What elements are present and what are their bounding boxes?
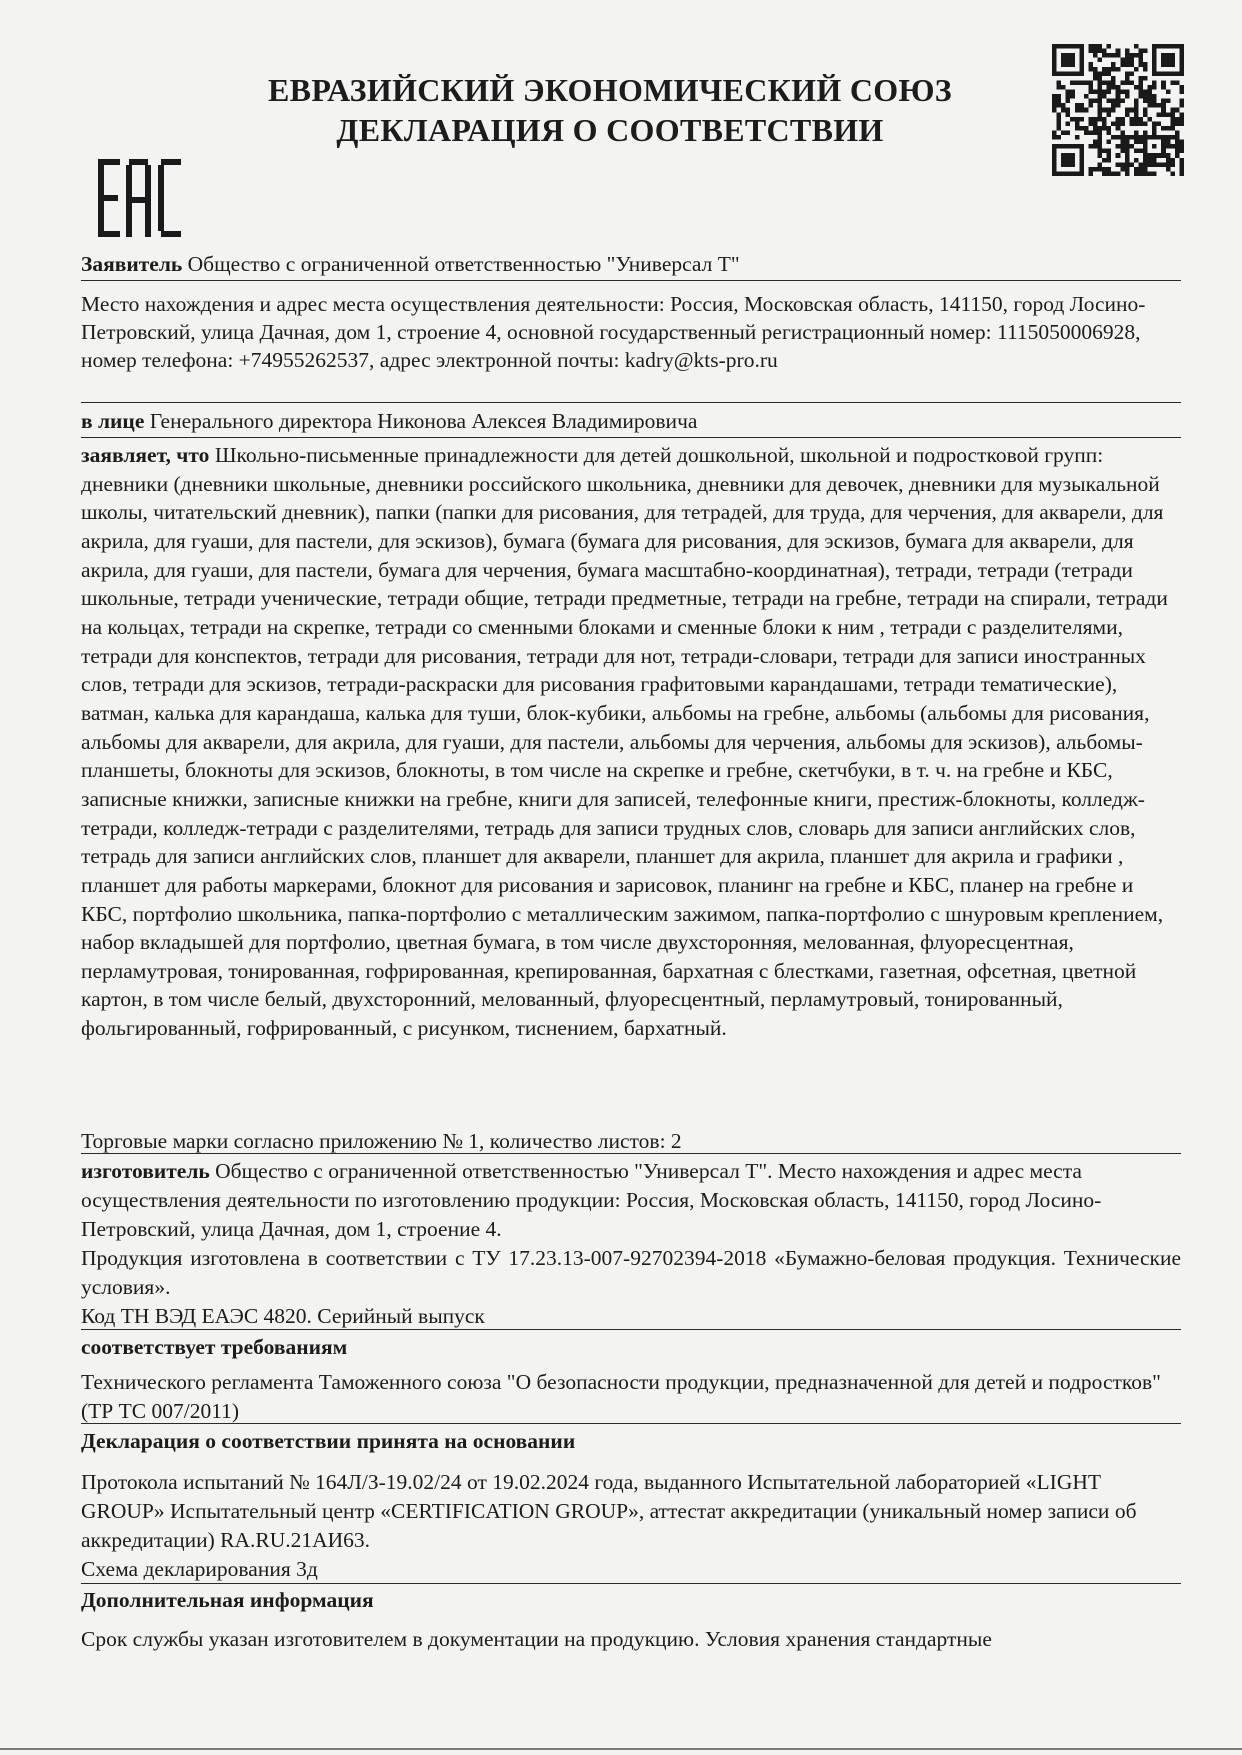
divider	[81, 1329, 1181, 1330]
product-description	[81, 441, 1181, 1043]
divider	[81, 1583, 1181, 1584]
basis-heading: Декларация о соответствии принята на основании	[81, 1429, 576, 1453]
divider	[81, 402, 1181, 403]
manufacturer-text: Общество с ограниченной ответственностью "Универсал Т". Место нахождения и адрес места осуществления деятельности по изготовлению продукции: Россия, Московская область, 141150, город Лосино-Петровский, улица Дачная, дом 1, строение 4.	[81, 1159, 1102, 1241]
divider	[81, 437, 1181, 438]
applicant-label: Заявитель	[81, 252, 183, 276]
divider	[81, 1153, 1181, 1154]
product-code-line: Код ТН ВЭД ЕАЭС 4820. Серийный выпуск	[81, 1304, 485, 1328]
applicant-name: Общество с ограниченной ответственностью "Универсал Т"	[187, 252, 740, 276]
product-list: Школьно-письменные принадлежности для детей дошкольной, школьной и подростковой групп: дневники (дневники школьные, дневники российского школьника, дневники для девочек, дневники для музыкальной школы, читательский дневник), папки (папки для рисования, для тетрадей, для труда, для черчения, для акварели, для акрила, для гуаши, для пастели, для эскизов), бумага (бумага для рисования, для эскизов, бумага для акварели, для акрила, для гуаши, для пастели, бумага для черчения, бумага масштабно-координатная), тетради, тетради (тетради школьные, тетради ученические, тетради общие, тетради предметные, тетради на гребне, тетради на спирали, тетради на кольцах, тетради на скрепке, тетради со сменными блоками и сменные блоки к ним , тетради с разделителями, тетради для конспектов, тетради для рисования, тетради для нот, тетради-словари, тетради для записи иностранных слов, тетради для эскизов, тетради-раскраски для рисования графитовыми карандашами, тетради тематические), ватман, калька для карандаша, калька для туши, блок-кубики, альбомы на гребне, альбомы (альбомы для рисования, альбомы для акварели, для акрила, для гуаши, для пастели, альбомы для черчения, альбомы для эскизов), альбомы-планшеты, блокноты для эскизов, блокноты, в том числе на скрепке и гребне, скетчбуки, в т. ч. на гребне и КБС, записные книжки, записные книжки на гребне, книги для записей, телефонные книги, престиж-блокноты, колледж-тетради, колледж-тетради с разделителями, тетрадь для записи трудных слов, словарь для записи английских слов, тетрадь для записи английских слов, планшет для акварели, планшет для акрила, планшет для акрила и графики , планшет для работы маркерами, блокнот для рисования и зарисовок, планинг на гребне и КБС, планер на гребне и КБС, портфолио школьника, папка-портфолио с металлическим зажимом, папка-портфолио с шнуровым креплением, набор вкладышей для портфолио, цветная бумага, в том числе двухсторонняя, мелованная, флуоресцентная, перламутровая, тонированная, гофрированная, крепированная, бархатная с блестками, газетная, офсетная, цветной картон, в том числе белый, двухсторонний, мелованный, флуоресцентный, перламутровый, тонированный, фольгированный, гофрированный, с рисунком, тиснением, бархатный.	[81, 443, 1168, 1041]
union-title: ЕВРАЗИЙСКИЙ ЭКОНОМИЧЕСКИЙ СОЮЗ	[268, 72, 952, 108]
applicant-address: Место нахождения и адрес места осуществления деятельности: Россия, Московская область, 141150, город Лосино-Петровский, улица Дачная, дом 1, строение 4, основной государственный регистрационный номер: 1115050006928, номер телефона: +74955262537, адрес электронной почты: kadry@kts-pro.ru	[81, 292, 1146, 372]
trademarks-line: Торговые марки согласно приложению № 1, количество листов: 2	[81, 1129, 682, 1153]
representative-line	[81, 407, 1181, 436]
declaration-scheme: Схема декларирования 3д	[81, 1557, 318, 1581]
eac-mark-logo	[96, 157, 182, 239]
additional-info-heading: Дополнительная информация	[81, 1588, 374, 1612]
manufacturing-standard: Продукция изготовлена в соответствии с ТУ 17.23.13-007-92702394-2018 «Бумажно-беловая продукция. Технические условия».	[81, 1246, 1181, 1299]
page-bottom-edge	[0, 1748, 1242, 1750]
declaration-title: ДЕКЛАРАЦИЯ О СООТВЕТСТВИИ	[336, 112, 884, 148]
declares-label: заявляет, что	[81, 443, 210, 467]
conformity-text: Технического регламента Таможенного союза "О безопасности продукции, предназначенной для детей и подростков" (ТР ТС 007/2011)	[81, 1370, 1161, 1423]
manufacturer-label: изготовитель	[81, 1159, 210, 1183]
applicant-line	[81, 250, 1181, 279]
qr-code-icon	[1052, 44, 1184, 176]
basis-text: Протокола испытаний № 164Л/З-19.02/24 от 19.02.2024 года, выданного Испытательной лабораторией «LIGHT GROUP» Испытательный центр «CERTIFICATION GROUP», аттестат аккредитации (уникальный номер записи об аккредитации) RA.RU.21АИ63.	[81, 1470, 1137, 1552]
manufacturer-block	[81, 1157, 1181, 1244]
divider	[81, 1423, 1181, 1424]
additional-info-text: Срок службы указан изготовителем в документации на продукцию. Условия хранения стандартные	[81, 1627, 992, 1651]
representative-name: Генерального директора Никонова Алексея Владимировича	[149, 409, 698, 433]
representative-label: в лице	[81, 409, 145, 433]
divider	[81, 280, 1181, 281]
conformity-heading: соответствует требованиям	[81, 1335, 348, 1359]
